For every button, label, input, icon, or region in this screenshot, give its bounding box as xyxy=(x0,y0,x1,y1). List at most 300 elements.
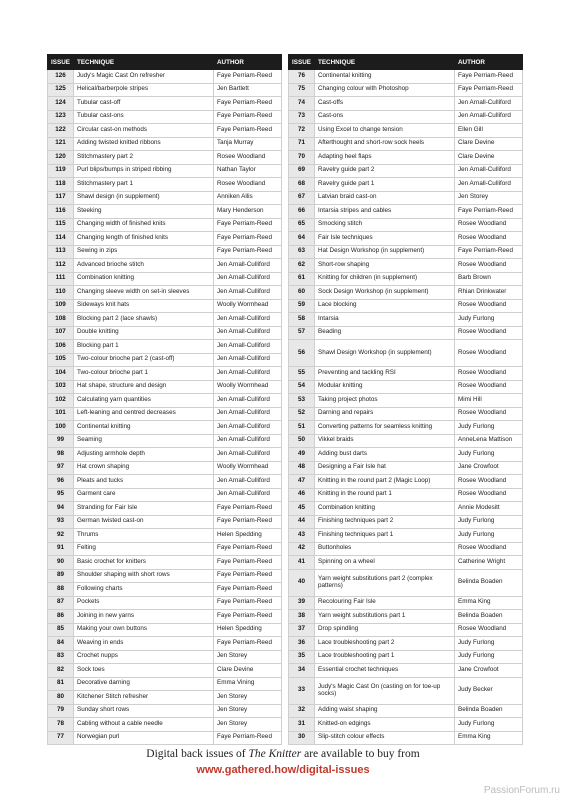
author-cell: Jen Arnall-Culliford xyxy=(214,394,282,408)
table-row xyxy=(289,704,523,718)
author-cell: Jen Arnall-Culliford xyxy=(214,434,282,448)
table-row xyxy=(289,110,523,124)
technique-cell: Spinning on a wheel xyxy=(315,556,455,570)
issue-cell: 39 xyxy=(289,596,315,610)
issue-cell: 51 xyxy=(289,421,315,435)
issue-cell: 49 xyxy=(289,448,315,462)
author-cell: Jen Arnall-Culliford xyxy=(455,178,523,192)
author-cell: Woolly Wormhead xyxy=(214,380,282,394)
technique-cell: Adjusting armhole depth xyxy=(74,448,214,462)
author-cell: Faye Perriam-Reed xyxy=(455,205,523,219)
technique-cell: Helical/barberpole stripes xyxy=(74,83,214,97)
author-cell: Faye Perriam-Reed xyxy=(214,232,282,246)
issue-cell: 109 xyxy=(48,299,74,313)
table-row xyxy=(289,299,523,313)
technique-cell: Thrums xyxy=(74,529,214,543)
table-row xyxy=(48,367,282,381)
technique-cell: Tubular cast-off xyxy=(74,97,214,111)
technique-cell: Continental knitting xyxy=(74,421,214,435)
issue-cell: 116 xyxy=(48,205,74,219)
author-cell: Helen Spedding xyxy=(214,623,282,637)
header-author: AUTHOR xyxy=(455,55,523,70)
issue-cell: 48 xyxy=(289,461,315,475)
author-cell: Faye Perriam-Reed xyxy=(214,70,282,84)
technique-cell: Hat Design Workshop (in supplement) xyxy=(315,245,455,259)
author-cell: Tanja Murray xyxy=(214,137,282,151)
technique-cell: Changing sleeve width on set-in sleeves xyxy=(74,286,214,300)
issue-cell: 111 xyxy=(48,272,74,286)
author-cell: Nathan Taylor xyxy=(214,164,282,178)
author-cell: Jen Arnall-Culliford xyxy=(214,326,282,340)
technique-cell: Cast-offs xyxy=(315,97,455,111)
author-cell: Jen Arnall-Culliford xyxy=(455,164,523,178)
table-row xyxy=(289,259,523,273)
author-cell: Rhian Drinkwater xyxy=(455,286,523,300)
technique-cell: Vikkel braids xyxy=(315,434,455,448)
table-row xyxy=(48,542,282,556)
table-row xyxy=(48,677,282,691)
table-row xyxy=(48,97,282,111)
issue-cell: 44 xyxy=(289,515,315,529)
table-row xyxy=(289,529,523,543)
technique-cell: Lace troubleshooting part 2 xyxy=(315,637,455,651)
author-cell: Emma King xyxy=(455,731,523,745)
author-cell: Rosee Woodland xyxy=(455,218,523,232)
index-table-left xyxy=(47,54,282,745)
technique-cell: Left-leaning and centred decreases xyxy=(74,407,214,421)
issue-cell: 68 xyxy=(289,178,315,192)
issue-cell: 40 xyxy=(289,569,315,596)
author-cell: Jen Arnall-Culliford xyxy=(214,340,282,354)
technique-cell: Judy's Magic Cast On (casting on for toe-up socks) xyxy=(315,677,455,704)
table-row xyxy=(289,164,523,178)
table-row xyxy=(289,664,523,678)
digital-issues-link[interactable]: www.gathered.how/digital-issues xyxy=(196,764,370,776)
author-cell: Faye Perriam-Reed xyxy=(214,569,282,583)
issue-cell: 30 xyxy=(289,731,315,745)
author-cell: Clare Devine xyxy=(214,664,282,678)
table-row xyxy=(289,407,523,421)
author-cell: Rosee Woodland xyxy=(455,232,523,246)
back-issues-index xyxy=(47,54,521,745)
table-row xyxy=(289,718,523,732)
author-cell: Rosee Woodland xyxy=(455,340,523,367)
technique-cell: Pockets xyxy=(74,596,214,610)
author-cell: Rosee Woodland xyxy=(214,151,282,165)
author-cell: Belinda Boaden xyxy=(455,569,523,596)
table-row xyxy=(289,542,523,556)
technique-cell: Shoulder shaping with short rows xyxy=(74,569,214,583)
issue-cell: 123 xyxy=(48,110,74,124)
technique-cell: Knitted-on edgings xyxy=(315,718,455,732)
table-row xyxy=(48,556,282,570)
technique-cell: Cabling without a cable needle xyxy=(74,718,214,732)
issue-cell: 93 xyxy=(48,515,74,529)
issue-cell: 62 xyxy=(289,259,315,273)
table-row xyxy=(289,178,523,192)
issue-cell: 45 xyxy=(289,502,315,516)
technique-cell: Garment care xyxy=(74,488,214,502)
table-row xyxy=(48,731,282,745)
table-row xyxy=(48,488,282,502)
author-cell: Faye Perriam-Reed xyxy=(455,83,523,97)
technique-cell: Double knitting xyxy=(74,326,214,340)
issue-cell: 42 xyxy=(289,542,315,556)
technique-cell: Smocking stitch xyxy=(315,218,455,232)
table-row xyxy=(289,434,523,448)
author-cell: Jane Crowfoot xyxy=(455,664,523,678)
issue-cell: 114 xyxy=(48,232,74,246)
author-cell: Rosee Woodland xyxy=(455,488,523,502)
author-cell: Faye Perriam-Reed xyxy=(455,245,523,259)
header-issue: ISSUE xyxy=(48,55,74,70)
author-cell: Jen Arnall-Culliford xyxy=(455,110,523,124)
issue-cell: 33 xyxy=(289,677,315,704)
technique-cell: Taking project photos xyxy=(315,394,455,408)
table-row xyxy=(289,610,523,624)
author-cell: Faye Perriam-Reed xyxy=(214,596,282,610)
author-cell: Faye Perriam-Reed xyxy=(214,542,282,556)
author-cell: Rosee Woodland xyxy=(455,299,523,313)
author-cell: Jen Arnall-Culliford xyxy=(455,97,523,111)
table-row xyxy=(289,191,523,205)
issue-cell: 82 xyxy=(48,664,74,678)
table-row xyxy=(48,110,282,124)
author-cell: Jen Arnall-Culliford xyxy=(214,488,282,502)
table-row xyxy=(48,596,282,610)
table-row xyxy=(48,529,282,543)
issue-cell: 84 xyxy=(48,637,74,651)
table-row xyxy=(48,272,282,286)
issue-cell: 108 xyxy=(48,313,74,327)
author-cell: Jen Storey xyxy=(455,191,523,205)
author-cell: Helen Spedding xyxy=(214,529,282,543)
table-row xyxy=(289,475,523,489)
issue-cell: 53 xyxy=(289,394,315,408)
issue-cell: 77 xyxy=(48,731,74,745)
table-row xyxy=(48,353,282,367)
technique-cell: Modular knitting xyxy=(315,380,455,394)
header-author: AUTHOR xyxy=(214,55,282,70)
table-header-row xyxy=(48,55,282,70)
table-row xyxy=(48,650,282,664)
table-row xyxy=(48,380,282,394)
author-cell: Faye Perriam-Reed xyxy=(214,502,282,516)
index-table-right xyxy=(288,54,523,745)
watermark: PassionForum.ru xyxy=(483,785,560,796)
issue-cell: 96 xyxy=(48,475,74,489)
technique-cell: Shawl design (in supplement) xyxy=(74,191,214,205)
table-row xyxy=(48,191,282,205)
technique-cell: Fair Isle techniques xyxy=(315,232,455,246)
issue-cell: 67 xyxy=(289,191,315,205)
table-row xyxy=(289,137,523,151)
author-cell: Annie Modesitt xyxy=(455,502,523,516)
table-row xyxy=(289,70,523,84)
technique-cell: Stitchmastery part 2 xyxy=(74,151,214,165)
issue-cell: 83 xyxy=(48,650,74,664)
table-row xyxy=(289,245,523,259)
technique-cell: Norwegian purl xyxy=(74,731,214,745)
table-row xyxy=(48,178,282,192)
author-cell: Faye Perriam-Reed xyxy=(214,637,282,651)
issue-cell: 56 xyxy=(289,340,315,367)
technique-cell: Steeking xyxy=(74,205,214,219)
author-cell: Jen Arnall-Culliford xyxy=(214,313,282,327)
issue-cell: 65 xyxy=(289,218,315,232)
author-cell: Faye Perriam-Reed xyxy=(214,610,282,624)
issue-cell: 90 xyxy=(48,556,74,570)
technique-cell: Finishing techniques part 1 xyxy=(315,529,455,543)
technique-cell: Two-colour brioche part 2 (cast-off) xyxy=(74,353,214,367)
issue-cell: 38 xyxy=(289,610,315,624)
technique-cell: Blocking part 1 xyxy=(74,340,214,354)
issue-cell: 107 xyxy=(48,326,74,340)
technique-cell: Changing length of finished knits xyxy=(74,232,214,246)
issue-cell: 102 xyxy=(48,394,74,408)
technique-cell: Buttonholes xyxy=(315,542,455,556)
technique-cell: Weaving in ends xyxy=(74,637,214,651)
author-cell: Belinda Boaden xyxy=(455,610,523,624)
technique-cell: Ravelry guide part 1 xyxy=(315,178,455,192)
table-row xyxy=(289,488,523,502)
table-row xyxy=(48,259,282,273)
author-cell: Jane Crowfoot xyxy=(455,461,523,475)
issue-cell: 64 xyxy=(289,232,315,246)
author-cell: Jen Arnall-Culliford xyxy=(214,407,282,421)
table-row xyxy=(289,326,523,340)
table-row xyxy=(48,475,282,489)
table-header-row xyxy=(289,55,523,70)
issue-cell: 36 xyxy=(289,637,315,651)
table-row xyxy=(48,569,282,583)
author-cell: Emma King xyxy=(455,596,523,610)
author-cell: Judy Furlong xyxy=(455,448,523,462)
technique-cell: Circular cast-on methods xyxy=(74,124,214,138)
author-cell: AnneLena Mattison xyxy=(455,434,523,448)
technique-cell: Cast-ons xyxy=(315,110,455,124)
technique-cell: Stitchmastery part 1 xyxy=(74,178,214,192)
technique-cell: Drop spindling xyxy=(315,623,455,637)
table-row xyxy=(48,137,282,151)
issue-cell: 115 xyxy=(48,218,74,232)
technique-cell: Afterthought and short-row sock heels xyxy=(315,137,455,151)
author-cell: Faye Perriam-Reed xyxy=(214,731,282,745)
issue-cell: 63 xyxy=(289,245,315,259)
table-row xyxy=(48,326,282,340)
table-row xyxy=(289,124,523,138)
author-cell: Faye Perriam-Reed xyxy=(214,556,282,570)
technique-cell: Two-colour brioche part 1 xyxy=(74,367,214,381)
issue-cell: 99 xyxy=(48,434,74,448)
issue-cell: 75 xyxy=(289,83,315,97)
issue-cell: 124 xyxy=(48,97,74,111)
issue-cell: 126 xyxy=(48,70,74,84)
issue-cell: 86 xyxy=(48,610,74,624)
author-cell: Faye Perriam-Reed xyxy=(214,515,282,529)
technique-cell: Shawl Design Workshop (in supplement) xyxy=(315,340,455,367)
table-row xyxy=(48,461,282,475)
magazine-title: The Knitter xyxy=(248,748,302,760)
technique-cell: Continental knitting xyxy=(315,70,455,84)
technique-cell: Using Excel to change tension xyxy=(315,124,455,138)
table-row xyxy=(48,502,282,516)
table-row xyxy=(289,556,523,570)
issue-cell: 118 xyxy=(48,178,74,192)
table-row xyxy=(48,286,282,300)
technique-cell: Finishing techniques part 2 xyxy=(315,515,455,529)
table-row xyxy=(289,515,523,529)
technique-cell: Combination knitting xyxy=(315,502,455,516)
header-issue: ISSUE xyxy=(289,55,315,70)
header-technique: TECHNIQUE xyxy=(315,55,455,70)
technique-cell: Designing a Fair Isle hat xyxy=(315,461,455,475)
author-cell: Mary Henderson xyxy=(214,205,282,219)
table-row xyxy=(48,583,282,597)
author-cell: Jen Arnall-Culliford xyxy=(214,367,282,381)
issue-cell: 61 xyxy=(289,272,315,286)
author-cell: Jen Bartlett xyxy=(214,83,282,97)
author-cell: Woolly Wormhead xyxy=(214,299,282,313)
author-cell: Jen Arnall-Culliford xyxy=(214,353,282,367)
technique-cell: Kitchener Stitch refresher xyxy=(74,691,214,705)
technique-cell: Recolouring Fair Isle xyxy=(315,596,455,610)
issue-cell: 103 xyxy=(48,380,74,394)
author-cell: Rosee Woodland xyxy=(455,367,523,381)
technique-cell: Adding bust darts xyxy=(315,448,455,462)
issue-cell: 89 xyxy=(48,569,74,583)
technique-cell: Converting patterns for seamless knitting xyxy=(315,421,455,435)
table-row xyxy=(48,83,282,97)
author-cell: Jen Arnall-Culliford xyxy=(214,475,282,489)
technique-cell: Pleats and tucks xyxy=(74,475,214,489)
author-cell: Clare Devine xyxy=(455,151,523,165)
author-cell: Jen Arnall-Culliford xyxy=(214,421,282,435)
table-row xyxy=(289,151,523,165)
author-cell: Jen Storey xyxy=(214,650,282,664)
technique-cell: Slip-stitch colour effects xyxy=(315,731,455,745)
author-cell: Judy Furlong xyxy=(455,421,523,435)
issue-cell: 87 xyxy=(48,596,74,610)
table-row xyxy=(48,610,282,624)
table-row xyxy=(289,232,523,246)
technique-cell: Seaming xyxy=(74,434,214,448)
table-row xyxy=(48,407,282,421)
technique-cell: Following charts xyxy=(74,583,214,597)
table-row xyxy=(289,637,523,651)
author-cell: Judy Furlong xyxy=(455,515,523,529)
technique-cell: Lace blocking xyxy=(315,299,455,313)
technique-cell: Sewing in zips xyxy=(74,245,214,259)
technique-cell: Basic crochet for knitters xyxy=(74,556,214,570)
author-cell: Jen Arnall-Culliford xyxy=(214,448,282,462)
issue-cell: 112 xyxy=(48,259,74,273)
table-body-right xyxy=(289,70,523,745)
issue-cell: 106 xyxy=(48,340,74,354)
table-row xyxy=(289,569,523,596)
table-row xyxy=(289,596,523,610)
technique-cell: Knitting for children (in supplement) xyxy=(315,272,455,286)
table-row xyxy=(289,623,523,637)
table-row xyxy=(48,637,282,651)
issue-cell: 54 xyxy=(289,380,315,394)
table-row xyxy=(289,313,523,327)
issue-cell: 81 xyxy=(48,677,74,691)
author-cell: Rosee Woodland xyxy=(455,623,523,637)
author-cell: Catherine Wright xyxy=(455,556,523,570)
author-cell: Rosee Woodland xyxy=(455,407,523,421)
issue-cell: 80 xyxy=(48,691,74,705)
header-technique: TECHNIQUE xyxy=(74,55,214,70)
technique-cell: Judy's Magic Cast On refresher xyxy=(74,70,214,84)
technique-cell: Hat shape, structure and design xyxy=(74,380,214,394)
author-cell: Mimi Hill xyxy=(455,394,523,408)
author-cell: Judy Becker xyxy=(455,677,523,704)
author-cell: Faye Perriam-Reed xyxy=(214,218,282,232)
table-row xyxy=(48,124,282,138)
technique-cell: Crochet nupps xyxy=(74,650,214,664)
issue-cell: 92 xyxy=(48,529,74,543)
issue-cell: 105 xyxy=(48,353,74,367)
table-row xyxy=(48,340,282,354)
table-row xyxy=(48,623,282,637)
technique-cell: Combination knitting xyxy=(74,272,214,286)
technique-cell: Latvian braid cast-on xyxy=(315,191,455,205)
author-cell: Faye Perriam-Reed xyxy=(214,97,282,111)
author-cell: Rosee Woodland xyxy=(455,259,523,273)
author-cell: Rosee Woodland xyxy=(455,326,523,340)
author-cell: Rosee Woodland xyxy=(455,475,523,489)
issue-cell: 94 xyxy=(48,502,74,516)
author-cell: Faye Perriam-Reed xyxy=(214,124,282,138)
issue-cell: 60 xyxy=(289,286,315,300)
issue-cell: 120 xyxy=(48,151,74,165)
technique-cell: Beading xyxy=(315,326,455,340)
table-row xyxy=(48,218,282,232)
technique-cell: Adapting heel flaps xyxy=(315,151,455,165)
technique-cell: Sunday short rows xyxy=(74,704,214,718)
author-cell: Rosee Woodland xyxy=(214,178,282,192)
issue-cell: 79 xyxy=(48,704,74,718)
technique-cell: Stranding for Fair Isle xyxy=(74,502,214,516)
issue-cell: 100 xyxy=(48,421,74,435)
author-cell: Jen Storey xyxy=(214,704,282,718)
technique-cell: Hat crown shaping xyxy=(74,461,214,475)
issue-cell: 70 xyxy=(289,151,315,165)
issue-cell: 59 xyxy=(289,299,315,313)
technique-cell: Adding twisted knitted ribbons xyxy=(74,137,214,151)
issue-cell: 101 xyxy=(48,407,74,421)
technique-cell: Tubular cast-ons xyxy=(74,110,214,124)
issue-cell: 119 xyxy=(48,164,74,178)
technique-cell: Felting xyxy=(74,542,214,556)
table-row xyxy=(48,164,282,178)
issue-cell: 69 xyxy=(289,164,315,178)
author-cell: Clare Devine xyxy=(455,137,523,151)
table-body-left xyxy=(48,70,282,745)
table-row xyxy=(48,299,282,313)
table-row xyxy=(289,97,523,111)
technique-cell: Blocking part 2 (lace shawls) xyxy=(74,313,214,327)
issue-cell: 57 xyxy=(289,326,315,340)
table-row xyxy=(48,448,282,462)
table-row xyxy=(48,664,282,678)
technique-cell: Changing width of finished knits xyxy=(74,218,214,232)
issue-cell: 71 xyxy=(289,137,315,151)
table-row xyxy=(289,205,523,219)
footer-text xyxy=(0,748,566,760)
technique-cell: Making your own buttons xyxy=(74,623,214,637)
